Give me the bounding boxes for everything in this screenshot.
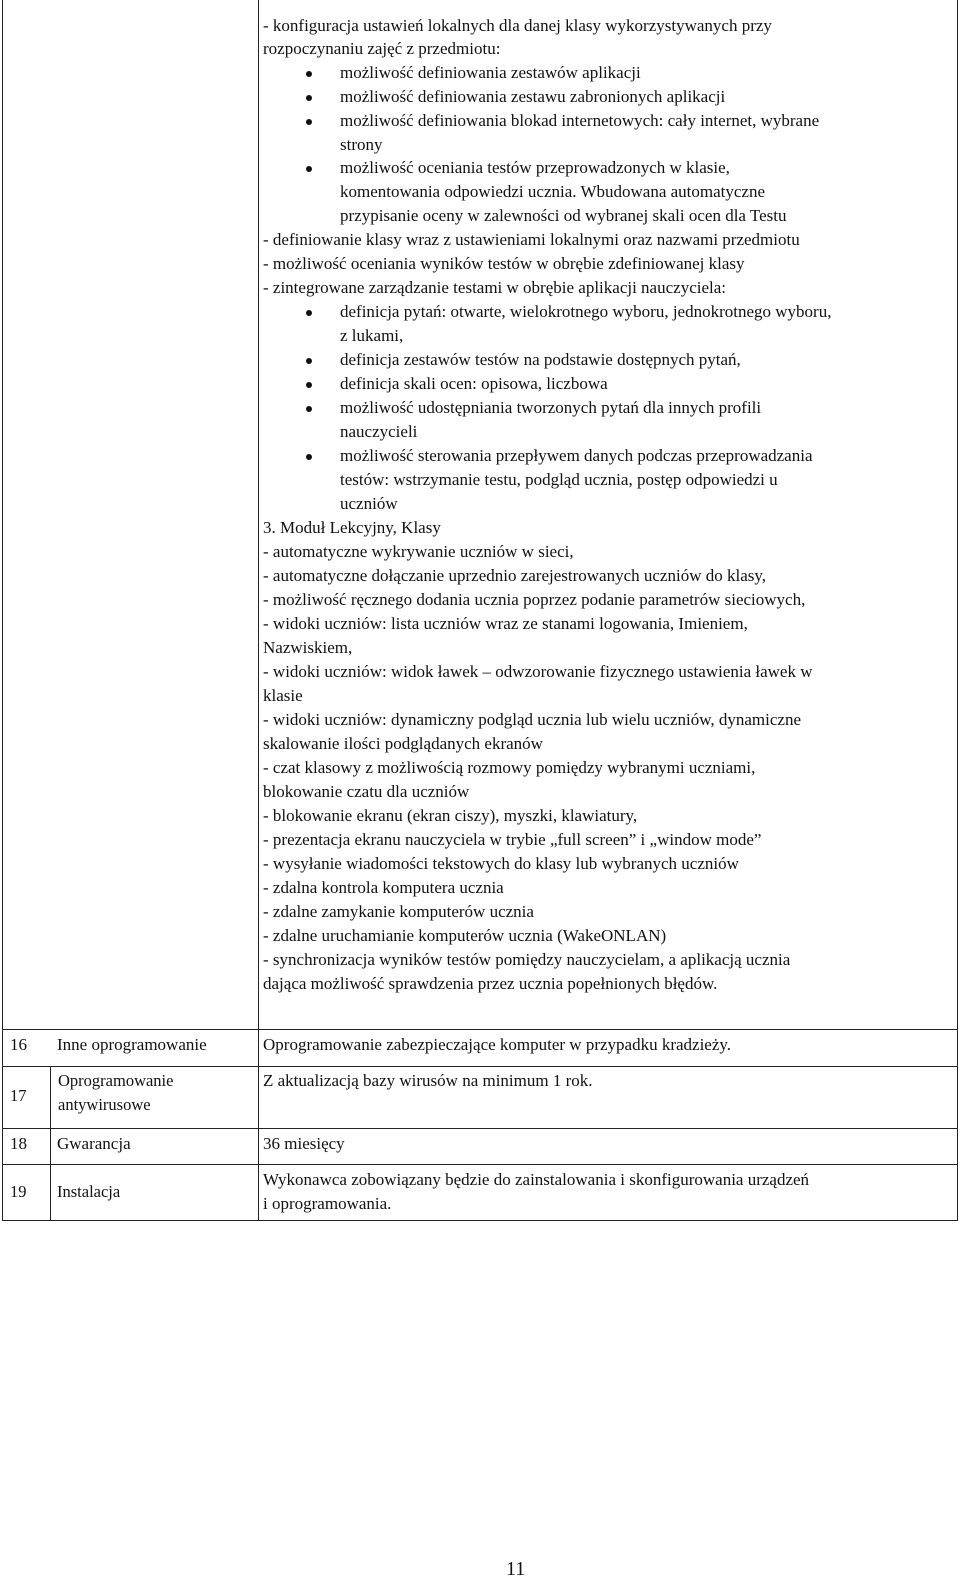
row19-number: 19 (10, 1182, 27, 1201)
text-line: - automatyczne dołączanie uprzednio zarejestrowanych uczniów do klasy, (263, 566, 767, 585)
page-number: 11 (506, 1558, 526, 1580)
row-divider-18-19 (2, 1164, 958, 1165)
table-left-border (2, 0, 3, 1221)
text-line: blokowanie czatu dla uczniów (263, 782, 470, 801)
bullet-icon (306, 382, 312, 388)
table-col1-divider (50, 1067, 51, 1221)
row18-number: 18 (10, 1134, 27, 1153)
row17-name-line: antywirusowe (58, 1095, 151, 1114)
bullet-item: definicja skali ocen: opisowa, liczbowa (340, 374, 608, 393)
text-line: - zdalne uruchamianie komputerów ucznia (WakeONLAN) (263, 926, 667, 945)
bullet-item: definicja zestawów testów na podstawie dostępnych pytań, (340, 350, 741, 369)
bullet-icon (306, 71, 312, 77)
row19-description-line: i oprogramowania. (263, 1194, 392, 1213)
text-line: dająca możliwość sprawdzenia przez ucznia popełnionych błędów. (263, 974, 718, 993)
text-line: - widoki uczniów: widok ławek – odwzorowanie fizycznego ustawienia ławek w (263, 662, 813, 681)
row-divider-16-17 (2, 1066, 958, 1067)
bullet-icon (306, 406, 312, 412)
text-line: - czat klasowy z możliwością rozmowy pomiędzy wybranymi uczniami, (263, 758, 756, 777)
text-line: rozpoczynaniu zajęć z przedmiotu: (263, 39, 501, 58)
text-line: - wysyłanie wiadomości tekstowych do klasy lub wybranych uczniów (263, 854, 739, 873)
row-divider-15-16 (2, 1029, 958, 1030)
text-line: - możliwość ręcznego dodania ucznia poprzez podanie parametrów sieciowych, (263, 590, 806, 609)
row19-name: Instalacja (57, 1182, 121, 1201)
text-line: - zdalna kontrola komputera ucznia (263, 878, 504, 897)
text-line: - konfiguracja ustawień lokalnych dla danej klasy wykorzystywanych przy (263, 16, 772, 35)
text-line: - synchronizacja wyników testów pomiędzy nauczycielam, a aplikacją ucznia (263, 950, 791, 969)
bullet-item: możliwość udostępniania tworzonych pytań dla innych profili (340, 398, 762, 417)
bullet-item-cont: strony (340, 135, 383, 154)
row18-name: Gwarancja (57, 1134, 131, 1153)
text-line: - zintegrowane zarządzanie testami w obrębie aplikacji nauczyciela: (263, 278, 727, 297)
bullet-item-cont: komentowania odpowiedzi ucznia. Wbudowana automatyczne (340, 182, 766, 201)
row16-description: Oprogramowanie zabezpieczające komputer w przypadku kradzieży. (263, 1035, 732, 1054)
row17-description: Z aktualizacją bazy wirusów na minimum 1 rok. (263, 1071, 593, 1090)
bullet-item-cont: z lukami, (340, 326, 404, 345)
bullet-item: definicja pytań: otwarte, wielokrotnego wyboru, jednokrotnego wyboru, (340, 302, 832, 321)
text-line: Nazwiskiem, (263, 638, 353, 657)
bullet-item: możliwość definiowania blokad internetowych: cały internet, wybrane (340, 111, 820, 130)
bullet-item-cont: uczniów (340, 494, 398, 513)
bullet-icon (306, 119, 312, 125)
row16-number: 16 (10, 1035, 27, 1054)
text-line: - automatyczne wykrywanie uczniów w sieci, (263, 542, 574, 561)
row-divider-17-18 (2, 1128, 958, 1129)
row17-name-line: Oprogramowanie (58, 1071, 174, 1090)
bullet-item-cont: nauczycieli (340, 422, 418, 441)
bullet-icon (306, 95, 312, 101)
section-heading: 3. Moduł Lekcyjny, Klasy (263, 518, 441, 537)
bullet-item-cont: testów: wstrzymanie testu, podgląd ucznia, postęp odpowiedzi u (340, 470, 778, 489)
row16-name: Inne oprogramowanie (57, 1035, 207, 1054)
bullet-icon (306, 454, 312, 460)
text-line: - możliwość oceniania wyników testów w obrębie zdefiniowanej klasy (263, 254, 745, 273)
bullet-icon (306, 166, 312, 172)
row19-description-line: Wykonawca zobowiązany będzie do zainstalowania i skonfigurowania urządzeń (263, 1170, 810, 1189)
text-line: - definiowanie klasy wraz z ustawieniami lokalnymi oraz nazwami przedmiotu (263, 230, 800, 249)
text-line: klasie (263, 686, 303, 705)
row18-description: 36 miesięcy (263, 1134, 345, 1153)
bullet-item: możliwość definiowania zestawów aplikacji (340, 63, 641, 82)
text-line: skalowanie ilości podglądanych ekranów (263, 734, 543, 753)
bullet-item-cont: przypisanie oceny w zalewności od wybranej skali ocen dla Testu (340, 206, 787, 225)
row17-number: 17 (10, 1086, 27, 1105)
bullet-item: możliwość definiowania zestawu zabronionych aplikacji (340, 87, 726, 106)
bullet-item: możliwość sterowania przepływem danych podczas przeprowadzania (340, 446, 813, 465)
table-bottom-border (2, 1220, 958, 1221)
text-line: - widoki uczniów: lista uczniów wraz ze stanami logowania, Imieniem, (263, 614, 748, 633)
table-right-border (957, 0, 958, 1221)
text-line: - prezentacja ekranu nauczyciela w trybie „full screen” i „window mode” (263, 830, 762, 849)
text-line: - widoki uczniów: dynamiczny podgląd ucznia lub wielu uczniów, dynamiczne (263, 710, 802, 729)
bullet-icon (306, 310, 312, 316)
bullet-item: możliwość oceniania testów przeprowadzonych w klasie, (340, 158, 730, 177)
text-line: - blokowanie ekranu (ekran ciszy), myszki, klawiatury, (263, 806, 638, 825)
bullet-icon (306, 358, 312, 364)
text-line: - zdalne zamykanie komputerów ucznia (263, 902, 534, 921)
table-col2-divider (258, 0, 259, 1221)
